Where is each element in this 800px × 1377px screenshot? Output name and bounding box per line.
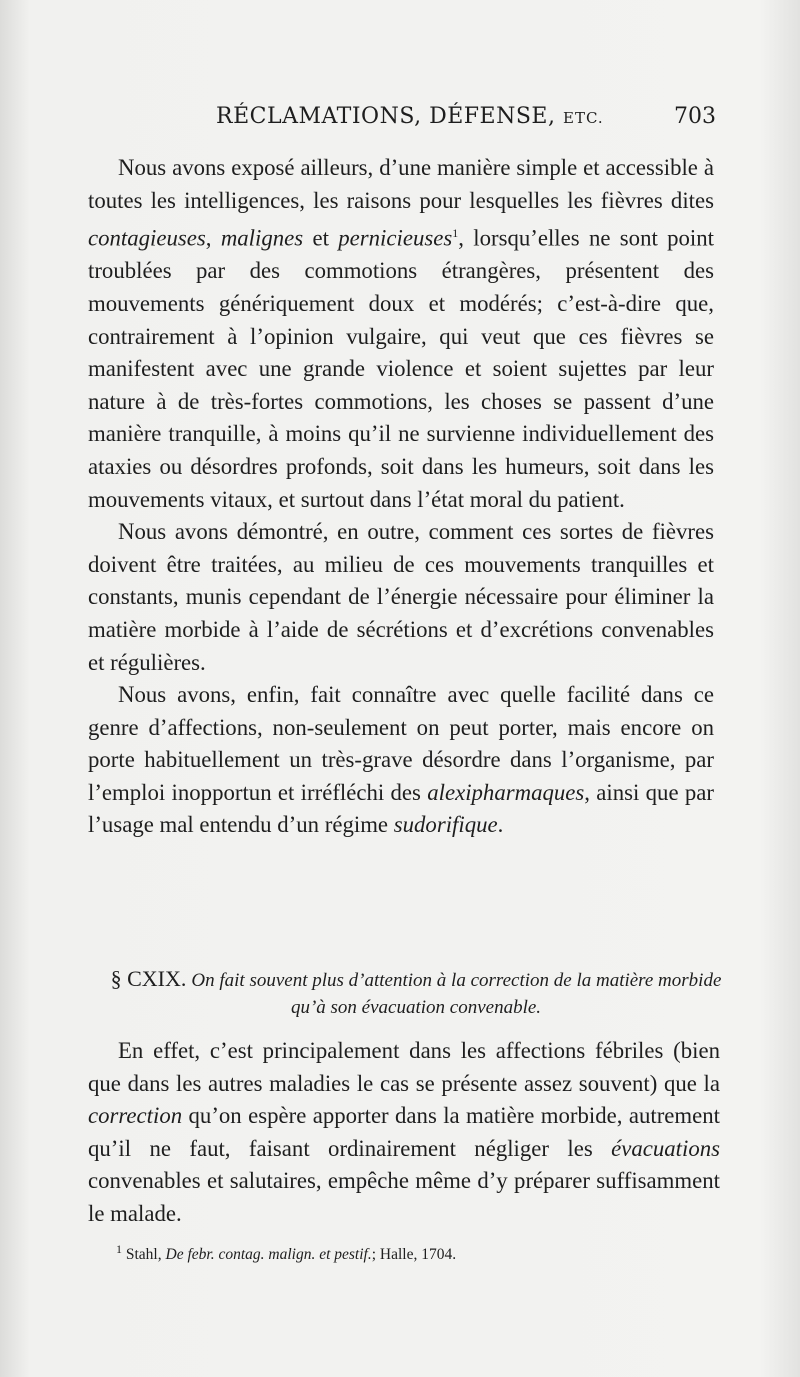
running-header — [86, 104, 716, 144]
footnote — [116, 1242, 716, 1264]
p1-text-d: , lorsqu’elles ne sont point troublées par des commotions étrangères, présentent des mouvements génériquement doux et modérés; c’est-à-dire que, contrairement à l’opinion vulgaire, qui veut que ces fièvres se manifestent avec une grande violence et soient sujettes par leur nature à de très-fortes commotions, les choses se passent d’une manière tranquille, à moins qu’il ne survienne individuellement des ataxies ou désordres profonds, soit dans les humeurs, soit dans les mouvements vitaux, et surtout dans l’état moral du patient. — [88, 225, 714, 512]
p4-italic-evacuations: évacuations — [611, 1135, 720, 1161]
p4-text-a: En effet, c’est principalement dans les affections fébriles (bien que dans les autres maladies le cas se présente assez souvent) que la — [88, 1038, 720, 1096]
p1-text-b: , — [205, 225, 221, 251]
paragraph-2: Nous avons démontré, en outre, comment ces sortes de fièvres doivent être traitées, au milieu de ces mouvements tranquilles et constants, munis cependant de l’énergie nécessaire pour éliminer la matière morbide à l’aide de sécrétions et d’excrétions convenables et régulières. — [88, 519, 714, 675]
p3-italic-alexipharmaques: alexipharmaques — [427, 779, 585, 805]
p1-italic-pernicieuses: pernicieuses — [338, 225, 453, 251]
p1-italic-contagieuses: contagieuses — [88, 225, 206, 251]
paragraph-3 — [88, 679, 714, 842]
section-text — [88, 1035, 720, 1231]
p4-text-c: convenables et salutaires, empêche même d’y préparer suffisamment le malade. — [88, 1168, 720, 1226]
footnote-work: De febr. contag. malign. et pestif. — [165, 1246, 372, 1264]
main-text — [88, 152, 714, 842]
p3-italic-sudorifique: sudorifique — [393, 812, 498, 838]
p3-text-b: , ainsi que par l’usage mal entendu d’un régime — [88, 779, 714, 838]
footnote-rest: ; Halle, 1704. — [371, 1246, 457, 1264]
header-title — [216, 104, 604, 129]
header-title-small: ETC. — [563, 109, 604, 127]
section-heading — [104, 966, 728, 1021]
page-number: 703 — [674, 104, 716, 129]
section-number: § CXIX. — [110, 966, 187, 991]
header-title-main: RÉCLAMATIONS, DÉFENSE, — [216, 104, 556, 129]
p4-text-b: qu’on espère apporter dans la matière morbide, autrement qu’il ne faut, faisant ordinairement négliger les — [88, 1103, 720, 1161]
p4-italic-correction: correction — [88, 1103, 183, 1129]
footnote-marker: 1 — [116, 1242, 122, 1256]
p1-italic-malignes: malignes — [220, 225, 304, 251]
paragraph-1 — [88, 152, 714, 516]
p1-text-a: Nous avons exposé ailleurs, d’une manière simple et accessible à toutes les intelligences, les raisons pour lesquelles les fièvres dites — [88, 155, 714, 213]
p3-text-a: Nous avons, enfin, fait connaître avec quelle facilité dans ce genre d’affections, non-seulement on peut porter, mais encore on porte habituellement un très-grave désordre dans l’organisme, par l’emploi inopportun et irréfléchi des — [88, 682, 714, 805]
footnote-ref: 1 — [452, 226, 459, 241]
p3-text-c: . — [497, 812, 504, 838]
section-title: On fait souvent plus d’attention à la correction de la matière morbide qu’à son évacuation convenable. — [191, 970, 722, 1018]
paragraph-4 — [88, 1035, 720, 1231]
footnote-author: Stahl, — [125, 1246, 166, 1264]
p1-text-c: et — [303, 225, 339, 251]
